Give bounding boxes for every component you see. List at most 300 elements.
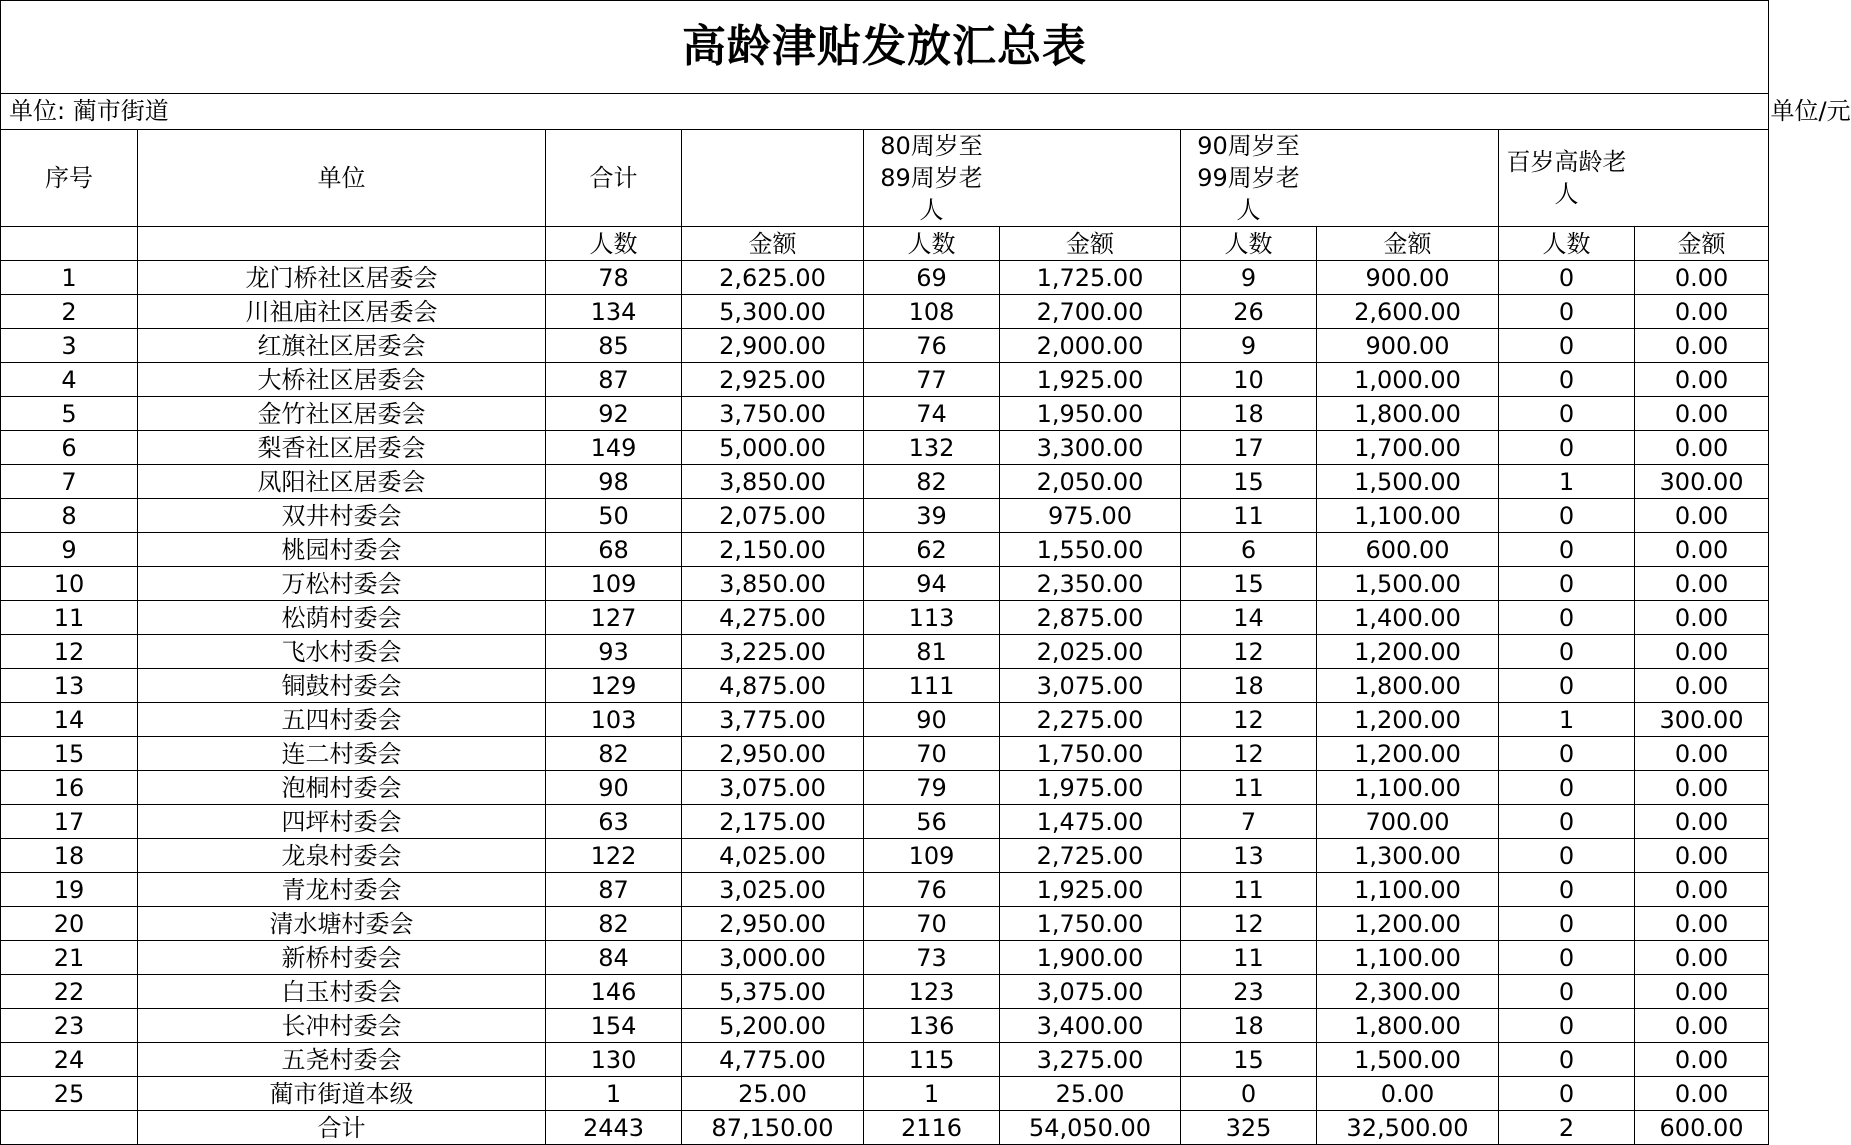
cell-unit: 龙门桥社区居委会: [138, 261, 546, 295]
cell-people-90: 14: [1181, 601, 1317, 635]
cell-amount-100: 0.00: [1635, 567, 1769, 601]
cell-total-amount: 3,850.00: [682, 465, 864, 499]
cell-people-90: 11: [1181, 771, 1317, 805]
cell-people-80: 108: [864, 295, 1000, 329]
cell-total-amount: 3,775.00: [682, 703, 864, 737]
cell-people-90: 18: [1181, 669, 1317, 703]
cell-amount-80: 1,550.00: [1000, 533, 1181, 567]
cell-total-amount: 3,850.00: [682, 567, 864, 601]
cell-people-80: 77: [864, 363, 1000, 397]
cell-people-80: 69: [864, 261, 1000, 295]
cell-amount-100: 0.00: [1635, 805, 1769, 839]
cell-total-people: 129: [546, 669, 682, 703]
cell-people-80: 136: [864, 1009, 1000, 1043]
cell-unit: 桃园村委会: [138, 533, 546, 567]
cell-unit: 五尧村委会: [138, 1043, 546, 1077]
currency-unit-label: 单位/元: [546, 94, 1769, 130]
cell-people-80: 39: [864, 499, 1000, 533]
cell-people-100: 0: [1499, 601, 1635, 635]
subheader-90-people: 人数: [1181, 227, 1317, 261]
cell-total-amount: 4,275.00: [682, 601, 864, 635]
cell-people-80: 81: [864, 635, 1000, 669]
cell-amount-100: 0.00: [1635, 1043, 1769, 1077]
subheader-total-people: 人数: [546, 227, 682, 261]
total-cell-amount-90: 32,500.00: [1317, 1111, 1499, 1145]
unit-label: 单位: 蔺市街道: [1, 94, 546, 130]
cell-amount-80: 1,950.00: [1000, 397, 1181, 431]
cell-total-amount: 3,225.00: [682, 635, 864, 669]
cell-unit: 龙泉村委会: [138, 839, 546, 873]
cell-amount-100: 0.00: [1635, 533, 1769, 567]
table-row: [1, 873, 1769, 907]
cell-people-100: 0: [1499, 397, 1635, 431]
cell-total-people: 149: [546, 431, 682, 465]
cell-amount-80: 2,025.00: [1000, 635, 1181, 669]
cell-seq: 5: [1, 397, 138, 431]
subheader-blank-seq: [1, 227, 138, 261]
cell-amount-90: 1,200.00: [1317, 635, 1499, 669]
cell-total-amount: 3,000.00: [682, 941, 864, 975]
cell-amount-90: 1,200.00: [1317, 907, 1499, 941]
table-row: [1, 975, 1769, 1009]
table-row: [1, 295, 1769, 329]
total-cell-total-people: 2443: [546, 1111, 682, 1145]
cell-people-80: 70: [864, 907, 1000, 941]
cell-unit: 连二村委会: [138, 737, 546, 771]
cell-total-amount: 2,900.00: [682, 329, 864, 363]
cell-amount-80: 1,750.00: [1000, 737, 1181, 771]
cell-unit: 青龙村委会: [138, 873, 546, 907]
total-cell-amount-80: 54,050.00: [1000, 1111, 1181, 1145]
cell-total-people: 87: [546, 363, 682, 397]
cell-people-80: 90: [864, 703, 1000, 737]
cell-amount-90: 1,500.00: [1317, 1043, 1499, 1077]
cell-people-80: 115: [864, 1043, 1000, 1077]
cell-seq: 18: [1, 839, 138, 873]
cell-people-80: 56: [864, 805, 1000, 839]
cell-people-100: 1: [1499, 703, 1635, 737]
cell-people-80: 111: [864, 669, 1000, 703]
table-row: [1, 737, 1769, 771]
cell-total-amount: 2,950.00: [682, 907, 864, 941]
cell-people-90: 12: [1181, 635, 1317, 669]
cell-amount-90: 1,500.00: [1317, 465, 1499, 499]
cell-amount-90: 900.00: [1317, 261, 1499, 295]
cell-unit: 泡桐村委会: [138, 771, 546, 805]
cell-amount-100: 0.00: [1635, 873, 1769, 907]
cell-amount-100: 0.00: [1635, 771, 1769, 805]
header-group-100-label: 百岁高龄老人: [1506, 148, 1627, 208]
cell-people-100: 0: [1499, 431, 1635, 465]
cell-seq: 10: [1, 567, 138, 601]
cell-total-amount: 4,025.00: [682, 839, 864, 873]
cell-total-people: 82: [546, 737, 682, 771]
cell-people-90: 12: [1181, 907, 1317, 941]
cell-people-90: 6: [1181, 533, 1317, 567]
cell-seq: 12: [1, 635, 138, 669]
page-title: 高龄津贴发放汇总表: [1, 1, 1769, 94]
header-unit: 单位: [138, 130, 546, 227]
cell-total-amount: 2,950.00: [682, 737, 864, 771]
cell-amount-80: 2,350.00: [1000, 567, 1181, 601]
cell-amount-100: 300.00: [1635, 465, 1769, 499]
cell-amount-90: 1,300.00: [1317, 839, 1499, 873]
cell-seq: 13: [1, 669, 138, 703]
table-row: [1, 771, 1769, 805]
cell-seq: 25: [1, 1077, 138, 1111]
cell-amount-90: 1,100.00: [1317, 873, 1499, 907]
cell-unit: 红旗社区居委会: [138, 329, 546, 363]
table-row: [1, 1043, 1769, 1077]
cell-amount-100: 300.00: [1635, 703, 1769, 737]
cell-amount-100: 0.00: [1635, 669, 1769, 703]
cell-total-amount: 3,750.00: [682, 397, 864, 431]
cell-people-90: 15: [1181, 1043, 1317, 1077]
header-total-blank: [682, 130, 864, 227]
header-seq: 序号: [1, 130, 138, 227]
table-row: [1, 567, 1769, 601]
header-group-100: [1499, 130, 1769, 227]
cell-amount-100: 0.00: [1635, 499, 1769, 533]
cell-total-people: 154: [546, 1009, 682, 1043]
header-group-90: [1181, 130, 1499, 227]
cell-seq: 22: [1, 975, 138, 1009]
cell-people-90: 12: [1181, 737, 1317, 771]
total-cell-people-80: 2116: [864, 1111, 1000, 1145]
cell-people-100: 0: [1499, 295, 1635, 329]
total-cell-people-100: 2: [1499, 1111, 1635, 1145]
cell-amount-100: 0.00: [1635, 737, 1769, 771]
cell-seq: 24: [1, 1043, 138, 1077]
header-group-90-label: 90周岁至99周岁老人: [1197, 132, 1300, 224]
cell-total-people: 109: [546, 567, 682, 601]
subheader-80-amount: 金额: [1000, 227, 1181, 261]
subheader-100-amount: 金额: [1635, 227, 1769, 261]
cell-unit: 铜鼓村委会: [138, 669, 546, 703]
cell-unit: 金竹社区居委会: [138, 397, 546, 431]
cell-amount-90: 1,100.00: [1317, 499, 1499, 533]
cell-unit: 川祖庙社区居委会: [138, 295, 546, 329]
cell-people-90: 9: [1181, 329, 1317, 363]
table-row: [1, 363, 1769, 397]
cell-amount-90: 0.00: [1317, 1077, 1499, 1111]
cell-people-90: 15: [1181, 465, 1317, 499]
cell-amount-80: 2,050.00: [1000, 465, 1181, 499]
table-row: [1, 805, 1769, 839]
cell-unit: 凤阳社区居委会: [138, 465, 546, 499]
cell-amount-90: 1,800.00: [1317, 669, 1499, 703]
cell-amount-80: 3,400.00: [1000, 1009, 1181, 1043]
cell-seq: 1: [1, 261, 138, 295]
cell-people-100: 0: [1499, 533, 1635, 567]
cell-seq: 23: [1, 1009, 138, 1043]
cell-people-90: 11: [1181, 873, 1317, 907]
cell-people-90: 11: [1181, 941, 1317, 975]
cell-unit: 五四村委会: [138, 703, 546, 737]
cell-amount-100: 0.00: [1635, 397, 1769, 431]
cell-amount-100: 0.00: [1635, 1077, 1769, 1111]
cell-unit: 万松村委会: [138, 567, 546, 601]
cell-people-100: 0: [1499, 329, 1635, 363]
cell-people-90: 10: [1181, 363, 1317, 397]
cell-people-80: 70: [864, 737, 1000, 771]
cell-people-90: 26: [1181, 295, 1317, 329]
cell-unit: 四坪村委会: [138, 805, 546, 839]
subheader-80-people: 人数: [864, 227, 1000, 261]
cell-people-100: 0: [1499, 567, 1635, 601]
cell-total-people: 82: [546, 907, 682, 941]
cell-total-people: 84: [546, 941, 682, 975]
cell-amount-80: 1,900.00: [1000, 941, 1181, 975]
total-cell-seq: [1, 1111, 138, 1145]
cell-unit: 大桥社区居委会: [138, 363, 546, 397]
cell-amount-90: 1,700.00: [1317, 431, 1499, 465]
cell-people-90: 11: [1181, 499, 1317, 533]
cell-unit: 清水塘村委会: [138, 907, 546, 941]
cell-amount-90: 1,400.00: [1317, 601, 1499, 635]
cell-amount-80: 2,700.00: [1000, 295, 1181, 329]
cell-people-100: 0: [1499, 737, 1635, 771]
cell-total-amount: 2,625.00: [682, 261, 864, 295]
table-row: [1, 465, 1769, 499]
table-row: [1, 703, 1769, 737]
cell-people-100: 0: [1499, 1009, 1635, 1043]
table-row: [1, 1009, 1769, 1043]
cell-total-amount: 25.00: [682, 1077, 864, 1111]
cell-amount-100: 0.00: [1635, 363, 1769, 397]
cell-amount-80: 25.00: [1000, 1077, 1181, 1111]
cell-total-amount: 5,300.00: [682, 295, 864, 329]
header-group-80-label: 80周岁至89周岁老人: [880, 132, 983, 224]
cell-amount-80: 1,750.00: [1000, 907, 1181, 941]
cell-people-100: 0: [1499, 873, 1635, 907]
table-row: [1, 533, 1769, 567]
table-row: [1, 635, 1769, 669]
cell-total-people: 146: [546, 975, 682, 1009]
cell-total-amount: 4,875.00: [682, 669, 864, 703]
cell-amount-80: 3,075.00: [1000, 669, 1181, 703]
cell-total-people: 63: [546, 805, 682, 839]
cell-people-80: 123: [864, 975, 1000, 1009]
cell-people-100: 0: [1499, 669, 1635, 703]
cell-amount-90: 2,600.00: [1317, 295, 1499, 329]
cell-total-amount: 5,200.00: [682, 1009, 864, 1043]
cell-amount-90: 1,800.00: [1317, 397, 1499, 431]
cell-seq: 15: [1, 737, 138, 771]
cell-amount-80: 3,275.00: [1000, 1043, 1181, 1077]
cell-seq: 11: [1, 601, 138, 635]
cell-unit: 梨香社区居委会: [138, 431, 546, 465]
cell-amount-80: 975.00: [1000, 499, 1181, 533]
cell-total-amount: 2,150.00: [682, 533, 864, 567]
cell-people-80: 1: [864, 1077, 1000, 1111]
cell-people-80: 76: [864, 873, 1000, 907]
cell-total-amount: 5,000.00: [682, 431, 864, 465]
cell-people-90: 17: [1181, 431, 1317, 465]
cell-amount-90: 900.00: [1317, 329, 1499, 363]
cell-amount-100: 0.00: [1635, 261, 1769, 295]
subheader-total-amount: 金额: [682, 227, 864, 261]
cell-total-people: 103: [546, 703, 682, 737]
cell-people-100: 0: [1499, 771, 1635, 805]
table-row: [1, 1077, 1769, 1111]
cell-amount-80: 3,300.00: [1000, 431, 1181, 465]
cell-amount-100: 0.00: [1635, 839, 1769, 873]
cell-seq: 21: [1, 941, 138, 975]
cell-people-100: 0: [1499, 261, 1635, 295]
cell-amount-90: 700.00: [1317, 805, 1499, 839]
table-row: [1, 669, 1769, 703]
table-row: [1, 601, 1769, 635]
cell-amount-80: 1,975.00: [1000, 771, 1181, 805]
cell-seq: 14: [1, 703, 138, 737]
cell-unit: 长冲村委会: [138, 1009, 546, 1043]
cell-people-100: 0: [1499, 635, 1635, 669]
cell-people-80: 113: [864, 601, 1000, 635]
cell-people-80: 132: [864, 431, 1000, 465]
cell-seq: 8: [1, 499, 138, 533]
cell-total-people: 90: [546, 771, 682, 805]
cell-amount-80: 1,475.00: [1000, 805, 1181, 839]
cell-people-100: 0: [1499, 941, 1635, 975]
cell-people-100: 0: [1499, 499, 1635, 533]
cell-total-people: 50: [546, 499, 682, 533]
cell-total-amount: 2,075.00: [682, 499, 864, 533]
cell-people-90: 18: [1181, 397, 1317, 431]
subheader-90-amount: 金额: [1317, 227, 1499, 261]
cell-amount-80: 1,925.00: [1000, 873, 1181, 907]
cell-amount-80: 2,275.00: [1000, 703, 1181, 737]
cell-people-80: 82: [864, 465, 1000, 499]
cell-total-people: 127: [546, 601, 682, 635]
cell-amount-100: 0.00: [1635, 975, 1769, 1009]
cell-people-100: 0: [1499, 1043, 1635, 1077]
cell-amount-100: 0.00: [1635, 601, 1769, 635]
cell-seq: 19: [1, 873, 138, 907]
cell-seq: 20: [1, 907, 138, 941]
cell-total-amount: 3,025.00: [682, 873, 864, 907]
cell-people-100: 0: [1499, 975, 1635, 1009]
table-row: [1, 907, 1769, 941]
subheader-100-people: 人数: [1499, 227, 1635, 261]
cell-people-80: 76: [864, 329, 1000, 363]
header-total: 合计: [546, 130, 682, 227]
total-cell-unit: 合计: [138, 1111, 546, 1145]
cell-total-people: 98: [546, 465, 682, 499]
cell-people-80: 109: [864, 839, 1000, 873]
cell-total-amount: 3,075.00: [682, 771, 864, 805]
cell-amount-100: 0.00: [1635, 295, 1769, 329]
cell-amount-80: 1,925.00: [1000, 363, 1181, 397]
cell-people-80: 62: [864, 533, 1000, 567]
cell-people-90: 7: [1181, 805, 1317, 839]
cell-total-amount: 2,175.00: [682, 805, 864, 839]
table-row: [1, 839, 1769, 873]
cell-total-people: 93: [546, 635, 682, 669]
cell-total-people: 122: [546, 839, 682, 873]
cell-total-amount: 2,925.00: [682, 363, 864, 397]
cell-amount-90: 1,800.00: [1317, 1009, 1499, 1043]
cell-people-100: 1: [1499, 465, 1635, 499]
cell-unit: 新桥村委会: [138, 941, 546, 975]
cell-total-people: 134: [546, 295, 682, 329]
cell-amount-90: 1,200.00: [1317, 703, 1499, 737]
cell-total-amount: 5,375.00: [682, 975, 864, 1009]
cell-total-people: 92: [546, 397, 682, 431]
cell-amount-100: 0.00: [1635, 907, 1769, 941]
cell-unit: 蔺市街道本级: [138, 1077, 546, 1111]
total-cell-people-90: 325: [1181, 1111, 1317, 1145]
cell-amount-90: 1,100.00: [1317, 771, 1499, 805]
cell-seq: 4: [1, 363, 138, 397]
cell-total-people: 78: [546, 261, 682, 295]
cell-amount-100: 0.00: [1635, 941, 1769, 975]
cell-seq: 2: [1, 295, 138, 329]
cell-people-90: 9: [1181, 261, 1317, 295]
cell-amount-80: 1,725.00: [1000, 261, 1181, 295]
cell-people-80: 74: [864, 397, 1000, 431]
cell-people-90: 23: [1181, 975, 1317, 1009]
cell-unit: 白玉村委会: [138, 975, 546, 1009]
cell-people-100: 0: [1499, 1077, 1635, 1111]
table-row: [1, 261, 1769, 295]
cell-unit: 双井村委会: [138, 499, 546, 533]
cell-total-people: 1: [546, 1077, 682, 1111]
cell-amount-80: 2,725.00: [1000, 839, 1181, 873]
cell-amount-80: 3,075.00: [1000, 975, 1181, 1009]
cell-people-90: 18: [1181, 1009, 1317, 1043]
cell-people-80: 73: [864, 941, 1000, 975]
cell-people-80: 94: [864, 567, 1000, 601]
cell-amount-100: 0.00: [1635, 635, 1769, 669]
cell-amount-100: 0.00: [1635, 329, 1769, 363]
cell-total-people: 68: [546, 533, 682, 567]
table-row: [1, 431, 1769, 465]
cell-seq: 9: [1, 533, 138, 567]
cell-amount-90: 2,300.00: [1317, 975, 1499, 1009]
total-cell-total-amount: 87,150.00: [682, 1111, 864, 1145]
cell-total-amount: 4,775.00: [682, 1043, 864, 1077]
cell-amount-80: 2,875.00: [1000, 601, 1181, 635]
cell-people-100: 0: [1499, 363, 1635, 397]
cell-seq: 16: [1, 771, 138, 805]
cell-unit: 飞水村委会: [138, 635, 546, 669]
cell-seq: 3: [1, 329, 138, 363]
cell-people-90: 0: [1181, 1077, 1317, 1111]
cell-people-100: 0: [1499, 805, 1635, 839]
total-row: [1, 1111, 1769, 1145]
cell-people-100: 0: [1499, 839, 1635, 873]
cell-amount-100: 0.00: [1635, 431, 1769, 465]
cell-total-people: 85: [546, 329, 682, 363]
header-group-80: [864, 130, 1181, 227]
total-cell-amount-100: 600.00: [1635, 1111, 1769, 1145]
table-row: [1, 397, 1769, 431]
cell-amount-90: 1,000.00: [1317, 363, 1499, 397]
cell-amount-90: 600.00: [1317, 533, 1499, 567]
table-row: [1, 329, 1769, 363]
cell-people-90: 13: [1181, 839, 1317, 873]
cell-people-90: 15: [1181, 567, 1317, 601]
cell-total-people: 130: [546, 1043, 682, 1077]
table-row: [1, 499, 1769, 533]
cell-seq: 6: [1, 431, 138, 465]
table-row: [1, 941, 1769, 975]
cell-people-90: 12: [1181, 703, 1317, 737]
cell-amount-100: 0.00: [1635, 1009, 1769, 1043]
cell-unit: 松荫村委会: [138, 601, 546, 635]
cell-amount-90: 1,200.00: [1317, 737, 1499, 771]
